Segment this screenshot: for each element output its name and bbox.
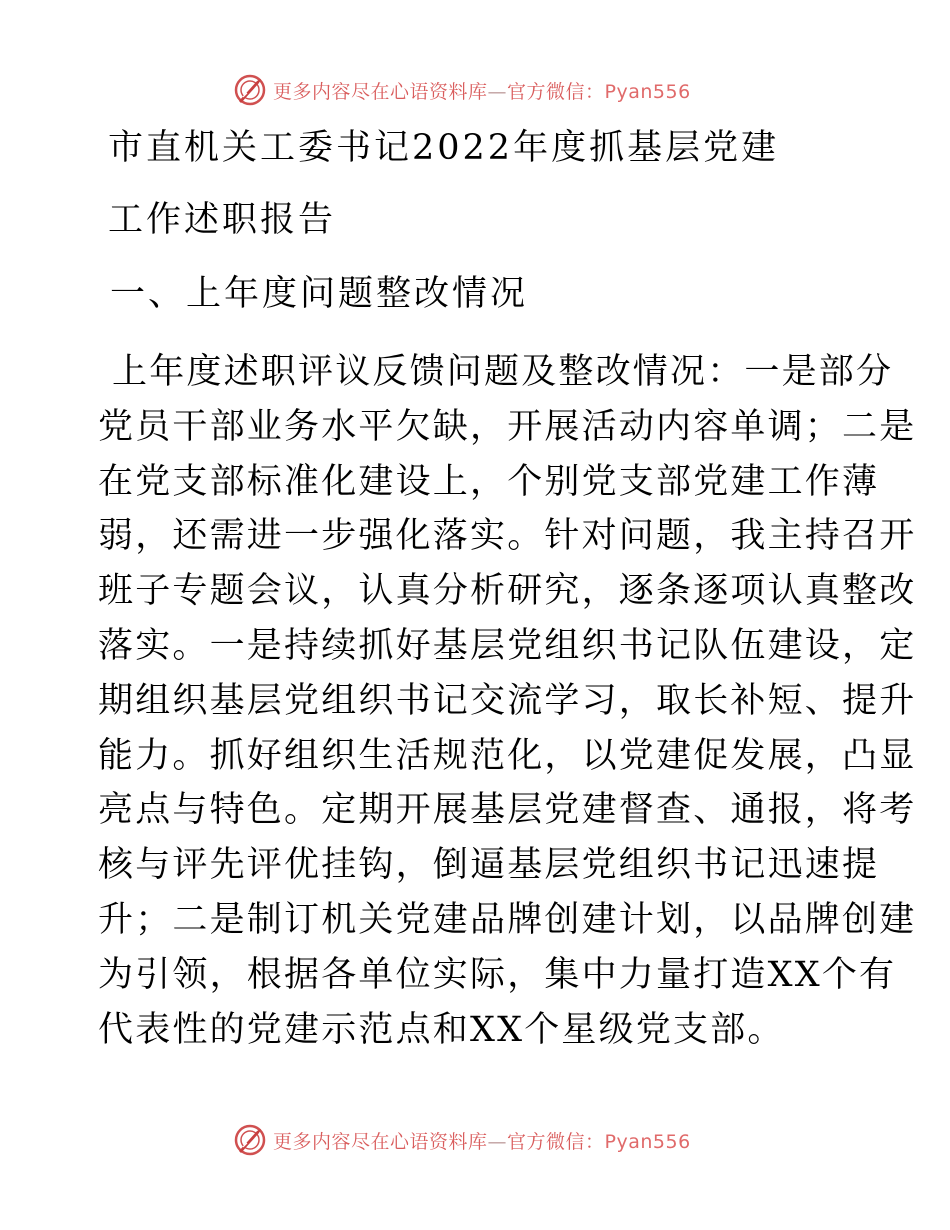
document-title-line-1: 市直机关工委书记2022年度抓基层党建 <box>108 128 780 168</box>
paragraph-line: 升；二是制订机关党建品牌创建计划，以品牌创建 <box>98 899 917 940</box>
paragraph-line: 弱，还需进一步强化落实。针对问题，我主持召开 <box>98 516 917 557</box>
section-heading: 一、上年度问题整改情况 <box>110 274 529 314</box>
paragraph-line: 落实。一是持续抓好基层党组织书记队伍建设，定 <box>98 625 917 666</box>
paragraph-line: 核与评先评优挂钩，倒逼基层党组织书记迅速提 <box>98 845 880 886</box>
paragraph-line: 代表性的党建示范点和XX个星级党支部。 <box>98 1009 785 1050</box>
paragraph-line: 能力。抓好组织生活规范化，以党建促发展，凸显 <box>98 735 917 776</box>
paragraph-line: 党员干部业务水平欠缺，开展活动内容单调；二是 <box>98 406 917 447</box>
body-paragraph <box>98 345 917 1057</box>
quill-pen-logo-icon <box>233 1123 267 1157</box>
watermark-banner-bottom <box>0 1120 950 1160</box>
watermark-banner-top <box>0 70 950 110</box>
document-title-line-2: 工作述职报告 <box>108 200 337 240</box>
quill-pen-logo-icon <box>233 73 267 107</box>
paragraph-line: 为引领，根据各单位实际，集中力量打造XX个有 <box>98 954 897 995</box>
watermark-text: 更多内容尽在心语资料库—官方微信：Pyan556 <box>273 1130 691 1153</box>
paragraph-line: 期组织基层党组织书记交流学习，取长补短、提升 <box>98 680 917 721</box>
paragraph-line: 班子专题会议，认真分析研究，逐条逐项认真整改 <box>98 571 917 612</box>
paragraph-line: 上年度述职评议反馈问题及整改情况：一是部分 <box>112 352 894 392</box>
paragraph-line: 亮点与特色。定期开展基层党建督查、通报，将考 <box>98 790 917 831</box>
watermark-text: 更多内容尽在心语资料库—官方微信：Pyan556 <box>273 80 691 103</box>
paragraph-line: 在党支部标准化建设上，个别党支部党建工作薄 <box>98 461 880 502</box>
